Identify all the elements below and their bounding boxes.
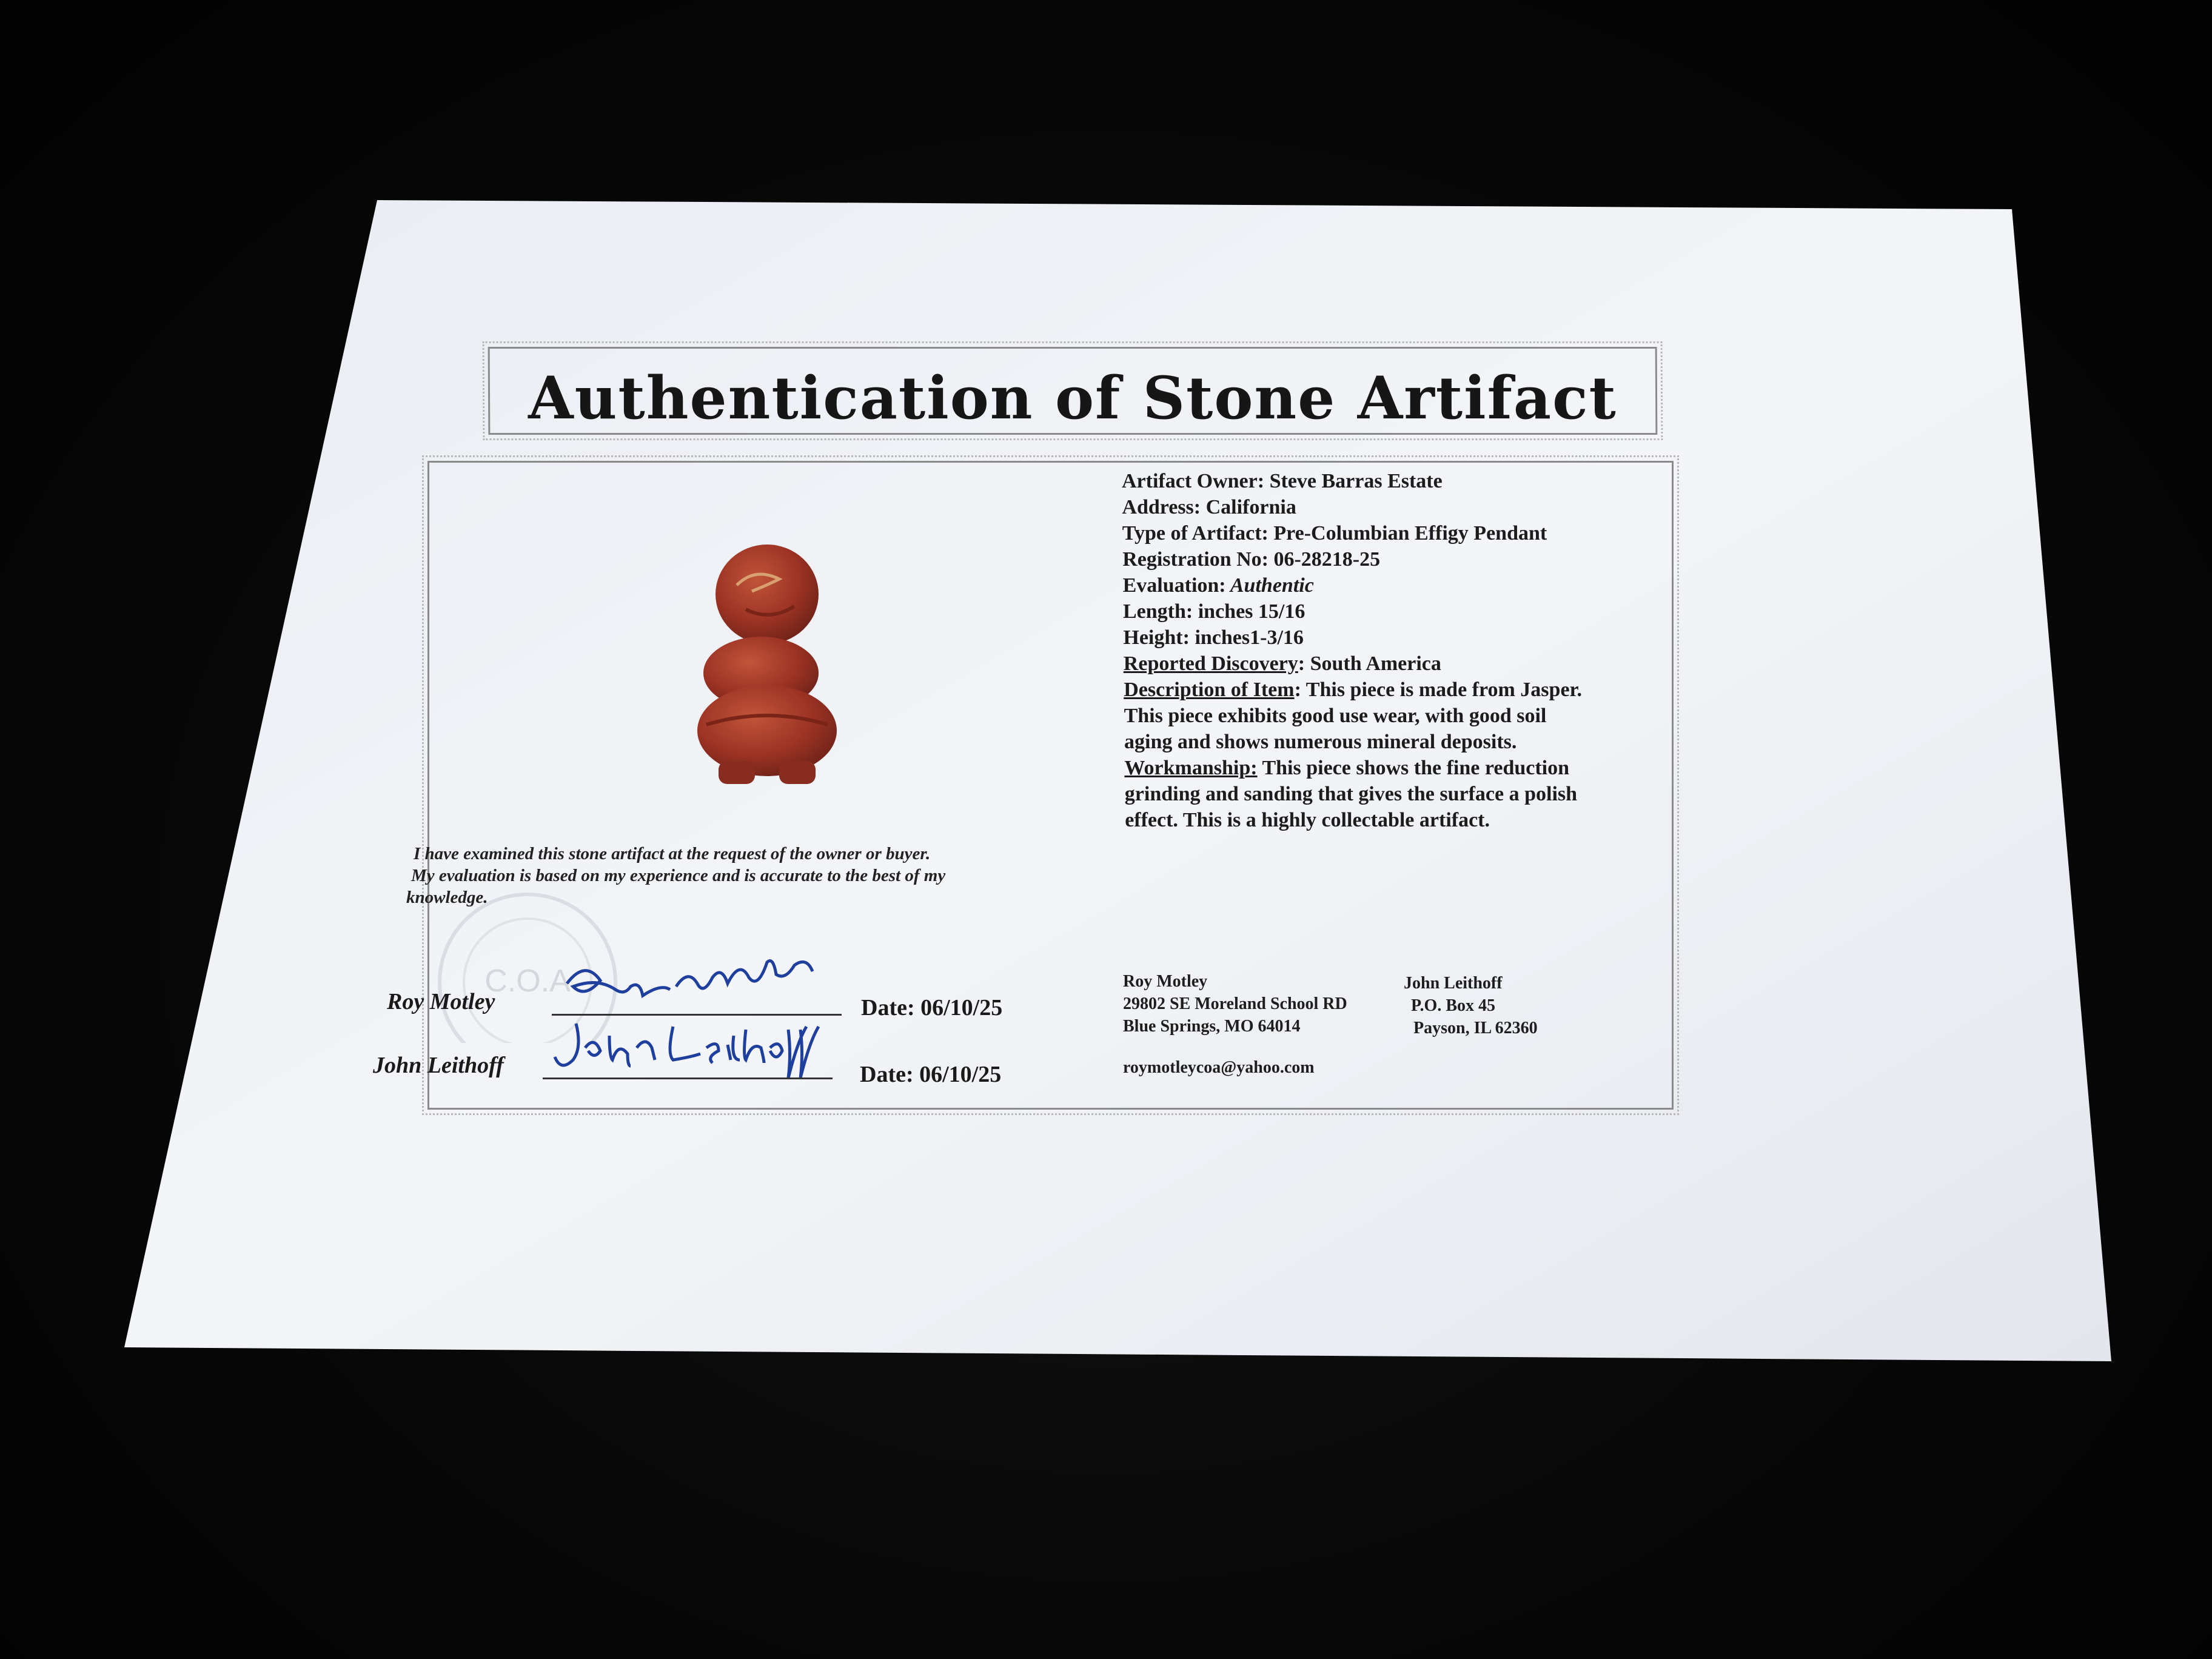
certificate-title: Authentication of Stone Artifact — [528, 364, 1617, 432]
contact-line: P.O. Box 45 — [1411, 996, 1495, 1015]
info-value: inches1-3/16 — [1189, 626, 1304, 649]
contact-email: roymotleycoa@yahoo.com — [1123, 1058, 1315, 1077]
info-label: Workmanship: — [1124, 757, 1258, 779]
info-line — [1123, 600, 1305, 623]
contact-line: Payson, IL 62360 — [1413, 1019, 1538, 1037]
signature-line — [543, 1078, 833, 1079]
roy-signature — [555, 953, 846, 1020]
contact-john — [1404, 972, 1538, 1039]
info-value: 06-28218-25 — [1268, 548, 1381, 571]
info-line — [1122, 522, 1547, 545]
info-line — [1125, 809, 1490, 832]
info-value: inches 15/16 — [1193, 600, 1305, 623]
info-line — [1124, 652, 1441, 675]
statement-line: I have examined this stone artifact at the request of the owner or buyer. — [414, 844, 931, 863]
contact-line: 29802 SE Moreland School RD — [1123, 994, 1347, 1013]
info-label: Reported Discovery — [1123, 652, 1298, 675]
info-value: Steve Barras Estate — [1264, 470, 1443, 492]
info-line — [1124, 731, 1517, 754]
info-value: California — [1201, 496, 1296, 518]
info-value: This piece exhibits good use wear, with good soil — [1124, 705, 1547, 727]
info-value: Authentic — [1225, 574, 1314, 597]
info-label: Registration No: — [1122, 548, 1269, 571]
contact-line: John Leithoff — [1404, 974, 1503, 993]
info-line — [1122, 470, 1443, 493]
signer-date-john: Date: 06/10/25 — [860, 1062, 1002, 1087]
info-label: Description of Item — [1124, 679, 1295, 701]
info-line — [1122, 548, 1380, 571]
info-label: Artifact Owner: — [1122, 470, 1265, 492]
info-value: effect. This is a highly collectable artifact. — [1125, 809, 1490, 831]
contact-line: Roy Motley — [1123, 972, 1208, 991]
info-label: Type of Artifact: — [1122, 522, 1269, 545]
artifact-photo — [682, 543, 852, 785]
contact-roy — [1123, 970, 1347, 1037]
info-value: Pre-Columbian Effigy Pendant — [1268, 522, 1547, 545]
info-label: Evaluation: — [1122, 574, 1226, 597]
info-label: Address: — [1122, 496, 1201, 518]
info-line — [1125, 783, 1577, 806]
info-value: : South America — [1298, 652, 1441, 675]
info-value: aging and shows numerous mineral deposits. — [1124, 731, 1517, 753]
info-value: This piece shows the fine reduction — [1257, 757, 1570, 779]
info-label: Height: — [1123, 626, 1190, 649]
info-value: : This piece is made from Jasper. — [1294, 679, 1583, 701]
info-line — [1124, 679, 1582, 702]
info-line — [1123, 574, 1314, 597]
info-line — [1124, 705, 1547, 728]
statement-line: knowledge. — [406, 888, 488, 907]
contact-line: Blue Springs, MO 64014 — [1123, 1017, 1301, 1036]
john-signature — [552, 1011, 837, 1084]
info-line — [1122, 496, 1296, 519]
info-value: grinding and sanding that gives the surface a polish — [1124, 783, 1578, 805]
seal-text: C.O.A — [484, 964, 571, 999]
signer-name-john: John Leithoff — [373, 1053, 504, 1078]
info-label: Length: — [1123, 600, 1193, 623]
info-line — [1123, 626, 1304, 649]
info-line — [1124, 757, 1569, 780]
statement-line: My evaluation is based on my experience and is accurate to the best of my — [411, 866, 946, 885]
signer-date-roy: Date: 06/10/25 — [861, 995, 1003, 1021]
signer-name-roy: Roy Motley — [387, 989, 495, 1014]
